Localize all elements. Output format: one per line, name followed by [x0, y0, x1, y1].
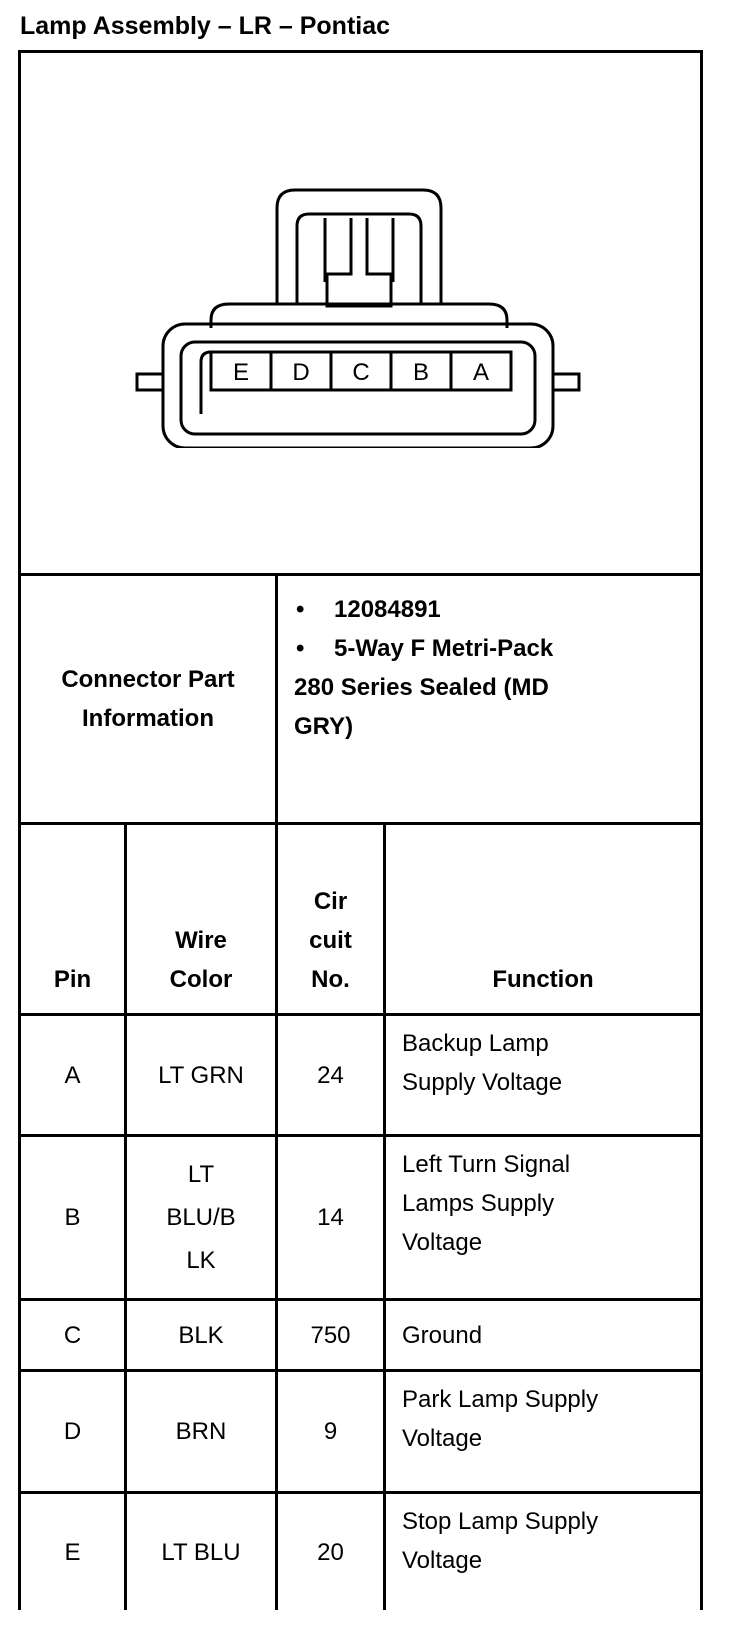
function-line: Voltage [402, 1425, 483, 1452]
wire-color-cell [126, 1300, 277, 1371]
header-circuit-line: Cir [313, 888, 348, 915]
table-row [20, 1300, 702, 1371]
header-circuit-line: cuit [309, 927, 352, 954]
header-pin-line: Pin [53, 966, 92, 993]
function-cell [385, 1493, 702, 1611]
pin-cell: D [20, 1371, 126, 1493]
cavity-label-e: E [232, 359, 249, 386]
pin-cell: E [20, 1493, 126, 1611]
function-line: Lamps Supply [402, 1190, 555, 1217]
cavity-label-d: D [291, 359, 310, 386]
wire-color-line: LT BLU [161, 1538, 241, 1566]
circuit-cell: 24 [277, 1015, 385, 1136]
table-row [20, 1371, 702, 1493]
connector-face-diagram [131, 178, 591, 448]
connector-type-continuation: GRY) [294, 713, 354, 740]
cavity-label-b: B [412, 359, 429, 386]
circuit-cell: 20 [277, 1493, 385, 1611]
function-cell [385, 1136, 702, 1300]
header-wire-color-line: Color [169, 966, 233, 993]
housing-inner [181, 342, 535, 434]
function-cell [385, 1300, 702, 1371]
connector-info-row [20, 575, 702, 824]
table-row [20, 1136, 702, 1300]
table-row [20, 1493, 702, 1611]
cavity-label-c: C [351, 359, 370, 386]
function-line: Left Turn Signal [402, 1151, 571, 1178]
pin-cell: B [20, 1136, 126, 1300]
wire-color-line: BLK [178, 1321, 224, 1349]
connector-type-bullet [294, 629, 686, 668]
wire-color-cell [126, 1371, 277, 1493]
function-line: Voltage [402, 1547, 483, 1574]
header-pin [20, 824, 126, 1015]
connector-type: 5-Way F Metri-Pack [334, 635, 554, 662]
connector-info-label-line: Information [82, 705, 214, 732]
bullet-icon: • [296, 596, 305, 623]
header-circuit-line: No. [311, 966, 350, 993]
function-line: Voltage [402, 1229, 483, 1256]
table-header-row [20, 824, 702, 1015]
lock-tab-outline [277, 190, 441, 304]
header-function-line: Function [492, 966, 594, 993]
function-line: Park Lamp Supply [402, 1386, 599, 1413]
circuit-cell: 14 [277, 1136, 385, 1300]
connector-info-value [277, 575, 702, 824]
function-line: Backup Lamp [402, 1030, 549, 1057]
lock-tab-inner [297, 214, 421, 304]
connector-diagram-cell [20, 52, 702, 575]
function-line: Ground [402, 1321, 483, 1349]
circuit-cell: 9 [277, 1371, 385, 1493]
connector-info-label-line: Connector Part [61, 666, 235, 693]
part-number-bullet [294, 590, 686, 629]
wire-color-cell [126, 1493, 277, 1611]
function-cell [385, 1371, 702, 1493]
wire-color-line: BRN [175, 1418, 227, 1445]
wire-color-line: BLU/B [166, 1204, 236, 1231]
pin-cell: A [20, 1015, 126, 1136]
header-function [385, 824, 702, 1015]
wire-color-cell [126, 1015, 277, 1136]
function-line: Supply Voltage [402, 1069, 563, 1096]
page-title: Lamp Assembly – LR – Pontiac [20, 12, 391, 40]
wire-color-line: LK [186, 1247, 216, 1274]
diagram-row [20, 52, 702, 575]
bullet-icon: • [296, 635, 305, 662]
function-cell [385, 1015, 702, 1136]
cavity-label-a: A [472, 359, 489, 386]
wire-color-cell [126, 1136, 277, 1300]
circuit-cell: 750 [277, 1300, 385, 1371]
lock-latch [325, 218, 393, 306]
header-circuit-no [277, 824, 385, 1015]
pin-cell: C [20, 1300, 126, 1371]
connector-pinout-table [18, 50, 703, 1610]
part-number: 12084891 [334, 596, 441, 623]
right-peg [553, 374, 579, 390]
connector-type-continuation: 280 Series Sealed (MD [294, 674, 549, 701]
wire-color-line: LT [187, 1161, 215, 1188]
function-line: Stop Lamp Supply [402, 1508, 599, 1535]
left-peg [137, 374, 163, 390]
table-row [20, 1015, 702, 1136]
connector-info-label [20, 575, 277, 824]
header-wire-color [126, 824, 277, 1015]
header-wire-color-line: Wire [175, 927, 227, 954]
wire-color-line: LT GRN [158, 1061, 244, 1089]
